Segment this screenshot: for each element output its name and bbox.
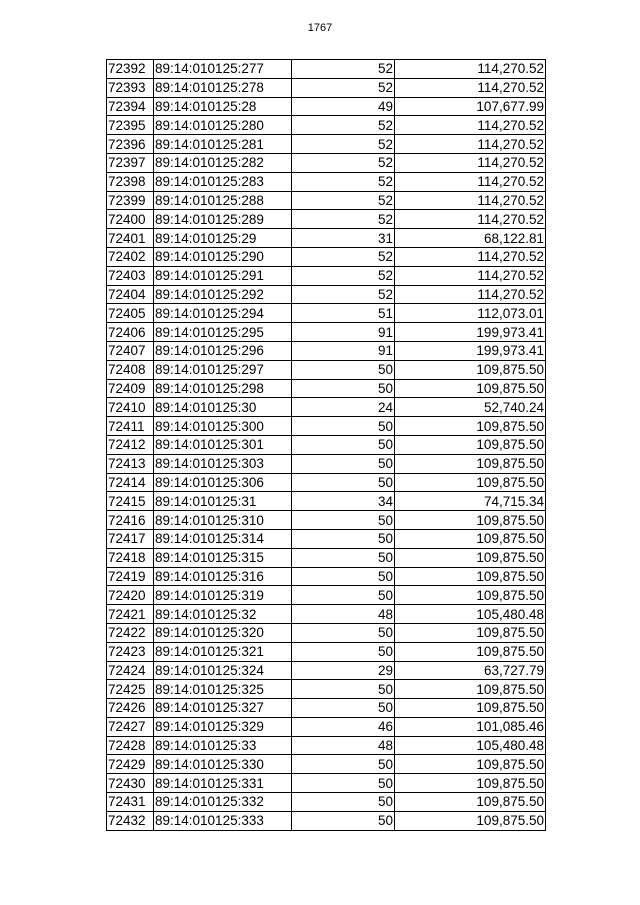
table-row [107,717,546,736]
cadastral-value-table [106,59,546,831]
area-cell: 50 [292,811,395,830]
cadastral-number-cell: 89:14:010125:33 [154,736,292,755]
table-row [107,454,546,473]
table-row [107,360,546,379]
cadastral-value-cell: 112,073.01 [395,304,546,323]
table-row [107,661,546,680]
cadastral-value-cell: 109,875.50 [395,623,546,642]
cadastral-number-cell: 89:14:010125:319 [154,586,292,605]
cadastral-value-cell: 199,973.41 [395,323,546,342]
area-cell: 52 [292,78,395,97]
cadastral-value-cell: 74,715.34 [395,492,546,511]
area-cell: 50 [292,417,395,436]
area-cell: 52 [292,266,395,285]
row-number-cell: 72421 [107,605,154,624]
cadastral-number-cell: 89:14:010125:310 [154,511,292,530]
cadastral-number-cell: 89:14:010125:289 [154,210,292,229]
area-cell: 52 [292,191,395,210]
cadastral-value-cell: 109,875.50 [395,454,546,473]
row-number-cell: 72419 [107,567,154,586]
row-number-cell: 72416 [107,511,154,530]
table-row [107,398,546,417]
cadastral-number-cell: 89:14:010125:325 [154,680,292,699]
row-number-cell: 72394 [107,97,154,116]
table-row [107,736,546,755]
area-cell: 46 [292,717,395,736]
area-cell: 50 [292,454,395,473]
cadastral-number-cell: 89:14:010125:306 [154,473,292,492]
table-row [107,172,546,191]
area-cell: 91 [292,341,395,360]
area-cell: 50 [292,793,395,812]
cadastral-number-cell: 89:14:010125:303 [154,454,292,473]
cadastral-value-cell: 114,270.52 [395,266,546,285]
cadastral-number-cell: 89:14:010125:30 [154,398,292,417]
table-row [107,97,546,116]
row-number-cell: 72403 [107,266,154,285]
cadastral-value-cell: 109,875.50 [395,586,546,605]
row-number-cell: 72409 [107,379,154,398]
cadastral-value-cell: 109,875.50 [395,642,546,661]
area-cell: 52 [292,247,395,266]
cadastral-value-cell: 68,122.81 [395,229,546,248]
table-row [107,605,546,624]
area-cell: 50 [292,623,395,642]
area-cell: 50 [292,755,395,774]
area-cell: 50 [292,567,395,586]
cadastral-value-cell: 114,270.52 [395,135,546,154]
cadastral-value-cell: 105,480.48 [395,736,546,755]
cadastral-value-cell: 114,270.52 [395,247,546,266]
row-number-cell: 72407 [107,341,154,360]
table-row [107,492,546,511]
row-number-cell: 72400 [107,210,154,229]
cadastral-number-cell: 89:14:010125:288 [154,191,292,210]
row-number-cell: 72404 [107,285,154,304]
cadastral-number-cell: 89:14:010125:300 [154,417,292,436]
row-number-cell: 72396 [107,135,154,154]
row-number-cell: 72392 [107,60,154,79]
cadastral-number-cell: 89:14:010125:283 [154,172,292,191]
area-cell: 50 [292,586,395,605]
area-cell: 52 [292,285,395,304]
cadastral-number-cell: 89:14:010125:296 [154,341,292,360]
row-number-cell: 72432 [107,811,154,830]
cadastral-number-cell: 89:14:010125:321 [154,642,292,661]
row-number-cell: 72402 [107,247,154,266]
cadastral-number-cell: 89:14:010125:31 [154,492,292,511]
cadastral-value-cell: 52,740.24 [395,398,546,417]
table-row [107,323,546,342]
table-row [107,135,546,154]
row-number-cell: 72406 [107,323,154,342]
cadastral-value-cell: 109,875.50 [395,548,546,567]
row-number-cell: 72418 [107,548,154,567]
cadastral-value-cell: 109,875.50 [395,793,546,812]
row-number-cell: 72425 [107,680,154,699]
cadastral-number-cell: 89:14:010125:29 [154,229,292,248]
cadastral-number-cell: 89:14:010125:329 [154,717,292,736]
cadastral-value-cell: 199,973.41 [395,341,546,360]
cadastral-number-cell: 89:14:010125:298 [154,379,292,398]
table-row [107,229,546,248]
row-number-cell: 72423 [107,642,154,661]
cadastral-number-cell: 89:14:010125:320 [154,623,292,642]
row-number-cell: 72393 [107,78,154,97]
cadastral-number-cell: 89:14:010125:292 [154,285,292,304]
table-row [107,642,546,661]
area-cell: 52 [292,60,395,79]
cadastral-value-cell: 114,270.52 [395,172,546,191]
cadastral-value-cell: 114,270.52 [395,78,546,97]
cadastral-value-cell: 109,875.50 [395,360,546,379]
cadastral-value-cell: 105,480.48 [395,605,546,624]
table-row [107,417,546,436]
row-number-cell: 72410 [107,398,154,417]
row-number-cell: 72412 [107,435,154,454]
cadastral-number-cell: 89:14:010125:282 [154,153,292,172]
table-row [107,680,546,699]
area-cell: 50 [292,473,395,492]
area-cell: 49 [292,97,395,116]
cadastral-number-cell: 89:14:010125:331 [154,774,292,793]
area-cell: 50 [292,435,395,454]
table-row [107,304,546,323]
area-cell: 52 [292,135,395,154]
row-number-cell: 72428 [107,736,154,755]
table-row [107,623,546,642]
cadastral-value-cell: 63,727.79 [395,661,546,680]
cadastral-number-cell: 89:14:010125:332 [154,793,292,812]
table-row [107,285,546,304]
row-number-cell: 72401 [107,229,154,248]
cadastral-value-cell: 109,875.50 [395,699,546,718]
area-cell: 52 [292,116,395,135]
row-number-cell: 72411 [107,417,154,436]
row-number-cell: 72431 [107,793,154,812]
area-cell: 50 [292,548,395,567]
table-row [107,473,546,492]
row-number-cell: 72405 [107,304,154,323]
area-cell: 91 [292,323,395,342]
cadastral-value-cell: 109,875.50 [395,379,546,398]
table-row [107,755,546,774]
area-cell: 50 [292,511,395,530]
table-row [107,191,546,210]
cadastral-number-cell: 89:14:010125:28 [154,97,292,116]
area-cell: 50 [292,360,395,379]
area-cell: 50 [292,642,395,661]
cadastral-number-cell: 89:14:010125:294 [154,304,292,323]
area-cell: 52 [292,172,395,191]
cadastral-value-cell: 114,270.52 [395,153,546,172]
row-number-cell: 72427 [107,717,154,736]
table-body [107,60,546,831]
table-row [107,529,546,548]
row-number-cell: 72395 [107,116,154,135]
cadastral-number-cell: 89:14:010125:314 [154,529,292,548]
cadastral-value-cell: 109,875.50 [395,417,546,436]
cadastral-number-cell: 89:14:010125:333 [154,811,292,830]
cadastral-number-cell: 89:14:010125:277 [154,60,292,79]
cadastral-value-cell: 114,270.52 [395,116,546,135]
cadastral-value-cell: 109,875.50 [395,567,546,586]
row-number-cell: 72414 [107,473,154,492]
table-row [107,586,546,605]
table-row [107,435,546,454]
page-number: 1767 [307,22,333,34]
table-row [107,567,546,586]
cadastral-value-cell: 101,085.46 [395,717,546,736]
table-row [107,811,546,830]
area-cell: 24 [292,398,395,417]
row-number-cell: 72422 [107,623,154,642]
cadastral-value-cell: 109,875.50 [395,811,546,830]
row-number-cell: 72397 [107,153,154,172]
table-row [107,511,546,530]
cadastral-value-cell: 114,270.52 [395,210,546,229]
row-number-cell: 72417 [107,529,154,548]
row-number-cell: 72408 [107,360,154,379]
table-row [107,548,546,567]
table-row [107,210,546,229]
area-cell: 51 [292,304,395,323]
cadastral-number-cell: 89:14:010125:301 [154,435,292,454]
cadastral-number-cell: 89:14:010125:327 [154,699,292,718]
cadastral-number-cell: 89:14:010125:324 [154,661,292,680]
cadastral-value-cell: 114,270.52 [395,191,546,210]
area-cell: 50 [292,529,395,548]
area-cell: 50 [292,774,395,793]
area-cell: 52 [292,153,395,172]
area-cell: 52 [292,210,395,229]
cadastral-number-cell: 89:14:010125:316 [154,567,292,586]
cadastral-value-cell: 109,875.50 [395,680,546,699]
cadastral-value-cell: 109,875.50 [395,473,546,492]
cadastral-number-cell: 89:14:010125:291 [154,266,292,285]
table-row [107,247,546,266]
cadastral-value-cell: 109,875.50 [395,435,546,454]
cadastral-value-cell: 114,270.52 [395,285,546,304]
table-row [107,153,546,172]
row-number-cell: 72420 [107,586,154,605]
area-cell: 50 [292,699,395,718]
cadastral-number-cell: 89:14:010125:278 [154,78,292,97]
row-number-cell: 72426 [107,699,154,718]
area-cell: 29 [292,661,395,680]
cadastral-number-cell: 89:14:010125:295 [154,323,292,342]
row-number-cell: 72413 [107,454,154,473]
area-cell: 50 [292,680,395,699]
cadastral-value-cell: 109,875.50 [395,511,546,530]
cadastral-number-cell: 89:14:010125:290 [154,247,292,266]
row-number-cell: 72429 [107,755,154,774]
table-row [107,774,546,793]
table-row [107,699,546,718]
area-cell: 31 [292,229,395,248]
cadastral-number-cell: 89:14:010125:281 [154,135,292,154]
area-cell: 48 [292,736,395,755]
cadastral-value-cell: 109,875.50 [395,774,546,793]
cadastral-number-cell: 89:14:010125:280 [154,116,292,135]
table-row [107,793,546,812]
row-number-cell: 72415 [107,492,154,511]
cadastral-value-cell: 109,875.50 [395,529,546,548]
row-number-cell: 72398 [107,172,154,191]
row-number-cell: 72424 [107,661,154,680]
cadastral-number-cell: 89:14:010125:330 [154,755,292,774]
cadastral-number-cell: 89:14:010125:315 [154,548,292,567]
table-row [107,60,546,79]
cadastral-value-cell: 109,875.50 [395,755,546,774]
table-row [107,379,546,398]
area-cell: 48 [292,605,395,624]
cadastral-value-cell: 107,677.99 [395,97,546,116]
table-row [107,341,546,360]
cadastral-number-cell: 89:14:010125:297 [154,360,292,379]
row-number-cell: 72430 [107,774,154,793]
row-number-cell: 72399 [107,191,154,210]
area-cell: 34 [292,492,395,511]
cadastral-number-cell: 89:14:010125:32 [154,605,292,624]
table-row [107,78,546,97]
cadastral-value-cell: 114,270.52 [395,60,546,79]
table-row [107,116,546,135]
table-row [107,266,546,285]
area-cell: 50 [292,379,395,398]
